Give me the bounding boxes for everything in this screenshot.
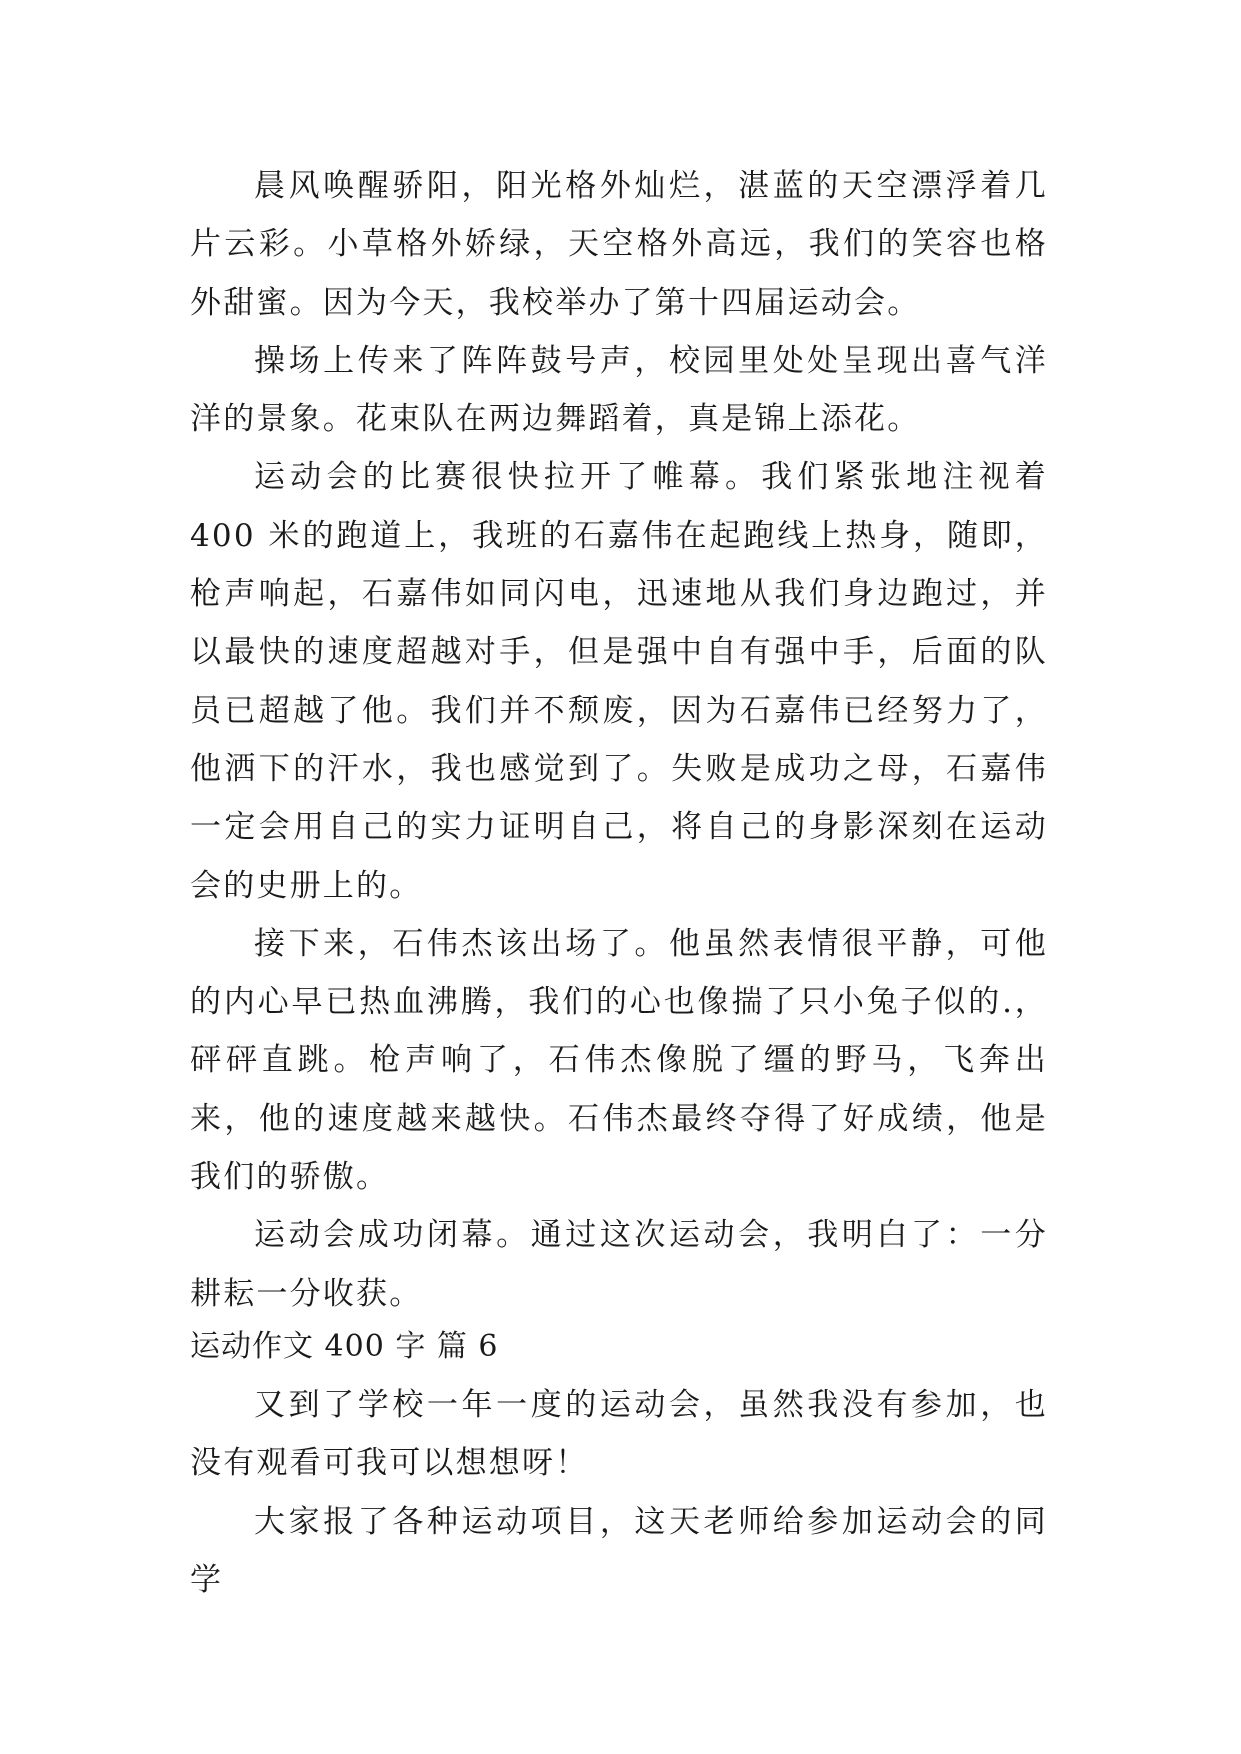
paragraph-playground: 操场上传来了阵阵鼓号声，校园里处处呈现出喜气洋洋的景象。花束队在两边舞蹈着，真是锦上添花。 <box>190 342 1048 438</box>
paragraph-400m-race: 运动会的比赛很快拉开了帷幕。我们紧张地注视着 400 米的跑道上，我班的石嘉伟在起跑线上热身，随即，枪声响起，石嘉伟如同闪电，迅速地从我们身边跑过，并以最快的速度超越对手，但是强中自有强中手，后面的队员已超越了他。我们并不颓废，因为石嘉伟已经努力了，他洒下的汗水，我也感觉到了。失败是成功之母，石嘉伟一定会用自己的实力证明自己，将自己的身影深刻在运动会的史册上的。 <box>190 459 1048 904</box>
essay-section-a <box>190 157 1048 1323</box>
paragraph-shi-weijie: 接下来，石伟杰该出场了。他虽然表情很平静，可他的内心早已热血沸腾，我们的心也像揣了只小兔子似的.，砰砰直跳。枪声响了，石伟杰像脱了缰的野马，飞奔出来，他的速度越来越快。石伟杰最终夺得了好成绩，他是我们的骄傲。 <box>190 925 1048 1196</box>
paragraph-sports-events: 大家报了各种运动项目，这天老师给参加运动会的同学 <box>190 1503 1048 1598</box>
paragraph-closing: 运动会成功闭幕。通过这次运动会，我明白了：一分耕耘一分收获。 <box>190 1217 1048 1312</box>
paragraph-annual-meet: 又到了学校一年一度的运动会，虽然我没有参加，也没有观看可我可以想想呀！ <box>190 1387 1048 1482</box>
essay-section-b <box>190 1376 1048 1609</box>
section-heading: 运动作文 400 字 篇 6 <box>190 1329 499 1364</box>
paragraph-morning-scene: 晨风唤醒骄阳，阳光格外灿烂，湛蓝的天空漂浮着几片云彩。小草格外娇绿，天空格外高远，我们的笑容也格外甜蜜。因为今天，我校举办了第十四届运动会。 <box>190 168 1048 321</box>
